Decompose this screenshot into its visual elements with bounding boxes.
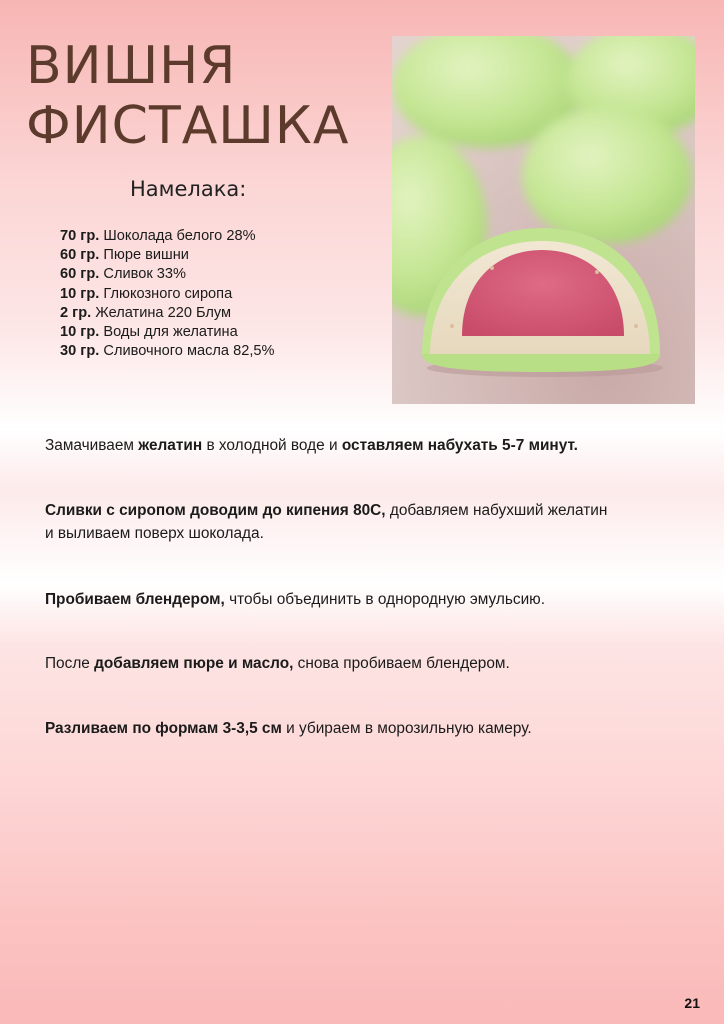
ingredient-item (60, 323, 274, 342)
step-bold: Пробиваем блендером, (45, 591, 225, 608)
ingredient-item (60, 246, 274, 265)
ingredient-item (60, 342, 274, 361)
ingredient-qty: 60 гр. (60, 247, 100, 264)
dessert-photo (392, 36, 695, 404)
step-bold: Разливаем по формам 3-3,5 см (45, 720, 282, 737)
page-number: 21 (684, 995, 700, 1011)
dessert-illustration (392, 36, 695, 404)
step-5 (45, 717, 695, 740)
ingredient-qty: 2 гр. (60, 304, 92, 321)
step-text: и выливаем поверх шоколада. (45, 525, 264, 542)
step-text: Замачиваем (45, 437, 139, 454)
step-bold: добавляем пюре и масло, (94, 655, 294, 672)
ingredient-name: Глюкозного сиропа (103, 285, 233, 302)
step-bold: оставляем набухать 5-7 минут. (341, 437, 578, 454)
ingredient-name: Сливок 33% (103, 266, 186, 283)
ingredient-name: Пюре вишни (103, 247, 189, 264)
ingredient-item (60, 304, 274, 323)
ingredient-qty: 10 гр. (60, 324, 100, 341)
ingredient-list (60, 227, 274, 361)
ingredient-qty: 10 гр. (60, 285, 100, 302)
ingredient-qty: 70 гр. (60, 228, 100, 244)
step-bold: Сливки с сиропом доводим до кипения 80С, (45, 502, 386, 519)
step-text: добавляем набухший желатин (385, 502, 608, 519)
step-bold: желатин (138, 437, 203, 454)
step-text: и убираем в морозильную камеру. (281, 720, 532, 737)
step-1 (45, 434, 695, 457)
page-title (26, 36, 349, 156)
step-text: чтобы объединить в однородную эмульсию. (224, 591, 545, 608)
step-text: в холодной воде и (202, 437, 342, 454)
ingredient-name: Желатина 220 Блум (95, 304, 232, 321)
step-text: снова пробиваем блендером. (293, 655, 510, 672)
section-subtitle: Намелака: (130, 177, 247, 201)
step-4 (45, 652, 695, 675)
step-3 (45, 588, 695, 611)
ingredient-name: Воды для желатина (103, 324, 238, 341)
title-line-2: ФИСТАШКА (26, 96, 350, 156)
ingredient-qty: 60 гр. (60, 266, 100, 283)
ingredient-item (60, 285, 274, 304)
title-line-1: ВИШНЯ (26, 36, 237, 96)
ingredient-qty: 30 гр. (60, 343, 100, 360)
step-text: После (45, 655, 95, 672)
step-2 (45, 499, 695, 545)
ingredient-name: Шоколада белого 28% (103, 228, 256, 244)
ingredient-name: Сливочного масла 82,5% (103, 343, 275, 360)
ingredient-item (60, 227, 274, 246)
ingredient-item (60, 265, 274, 284)
